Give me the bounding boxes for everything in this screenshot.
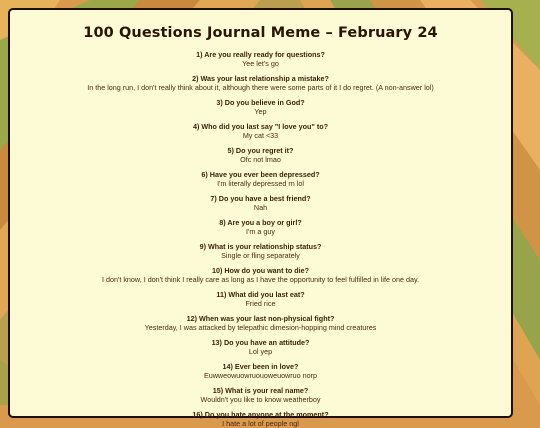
answer-text: Yee let's go	[242, 59, 279, 68]
answer-text: I hate a lot of people ngl	[222, 419, 299, 428]
answer-text: Euwweowuowruouoweuowruo norp	[203, 371, 318, 380]
question-block	[10, 242, 511, 260]
question-block	[10, 410, 511, 428]
page-title: 100 Questions Journal Meme – February 24	[83, 25, 438, 41]
question-text: 5) Do you regret it?	[227, 146, 294, 155]
answer-text: I don't know, I don't think I really care as long as I have the opportunity to feel fulfilled in life one day.	[101, 275, 420, 284]
question-text: 7) Do you have a best friend?	[210, 194, 311, 203]
question-block	[10, 290, 511, 308]
answer-text: Single or fling separately	[221, 251, 300, 260]
answer-text: I'm literally depressed rn lol	[217, 179, 304, 188]
question-text: 16) Do you hate anyone at the moment?	[192, 410, 329, 419]
question-block	[10, 98, 511, 116]
answer-text: Ofc not lmao	[240, 155, 281, 164]
question-block	[10, 146, 511, 164]
answer-text: Lol yep	[248, 347, 273, 356]
questions-list	[10, 50, 511, 428]
question-text: 10) How do you want to die?	[211, 266, 310, 275]
question-text: 6) Have you ever been depressed?	[201, 170, 320, 179]
question-block	[10, 194, 511, 212]
question-text: 4) Who did you last say "I love you" to?	[192, 122, 328, 131]
answer-text: Nah	[253, 203, 268, 212]
question-text: 13) Do you have an attitude?	[211, 338, 310, 347]
question-block	[10, 386, 511, 404]
journal-card	[8, 8, 513, 428]
question-text: 11) What did you last eat?	[216, 290, 305, 299]
question-block	[10, 50, 511, 68]
answer-text: Yep	[254, 107, 267, 116]
question-text: 15) What is your real name?	[212, 386, 309, 395]
question-block	[10, 218, 511, 236]
answer-text: My cat <33	[242, 131, 279, 140]
question-text: 8) Are you a boy or girl?	[219, 218, 302, 227]
question-block	[10, 122, 511, 140]
answer-text: Yesterday, I was attacked by telepathic dimesion-hopping mind creatures	[144, 323, 377, 332]
question-block	[10, 266, 511, 284]
question-text: 9) What is your relationship status?	[199, 242, 322, 251]
question-block	[10, 314, 511, 332]
answer-text: I'm a guy	[246, 227, 275, 236]
question-text: 2) Was your last relationship a mistake?	[192, 74, 329, 83]
question-text: 3) Do you believe in God?	[216, 98, 305, 107]
question-block	[10, 338, 511, 356]
question-block	[10, 74, 511, 92]
answer-text: Wouldn't you like to know weatherboy	[200, 395, 321, 404]
question-text: 12) When was your last non-physical fight?	[186, 314, 335, 323]
question-text: 14) Ever been in love?	[222, 362, 299, 371]
question-block	[10, 362, 511, 380]
answer-text: Fried rice	[245, 299, 276, 308]
question-block	[10, 170, 511, 188]
question-text: 1) Are you really ready for questions?	[196, 50, 325, 59]
answer-text: In the long run, I don't really think about it, although there were some parts of it I do regret. (A non-answer lol)	[87, 83, 434, 92]
